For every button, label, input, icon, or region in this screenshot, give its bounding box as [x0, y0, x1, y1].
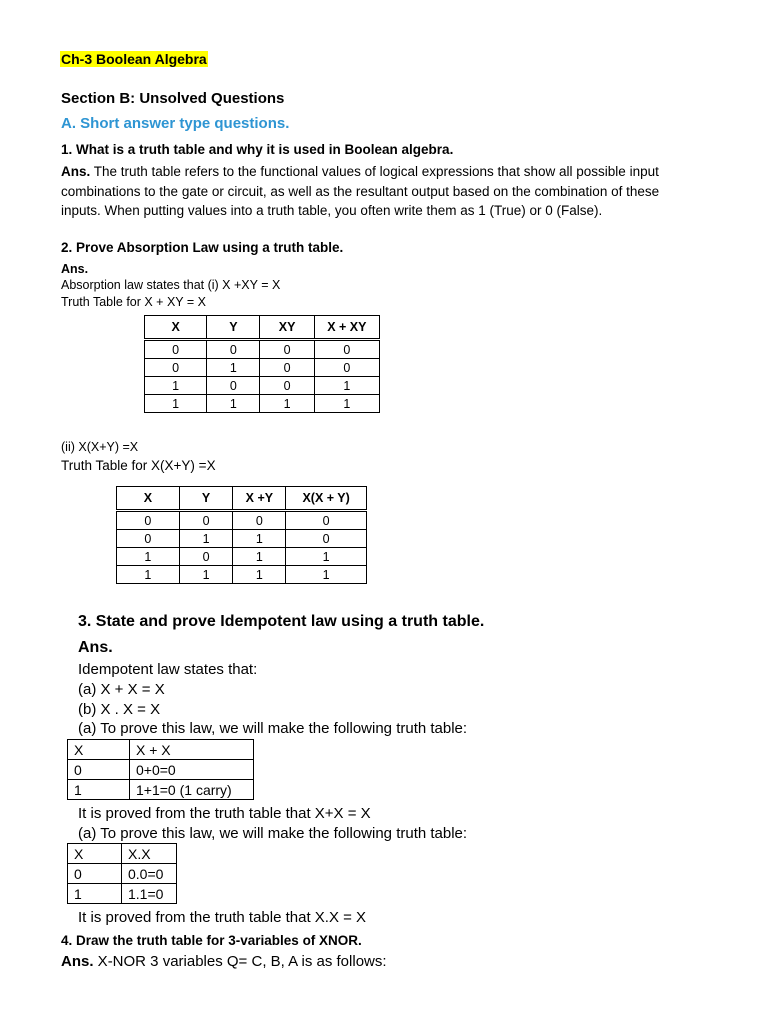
header-cell: X: [68, 740, 130, 760]
table-cell: 0: [286, 530, 367, 548]
table-cell: 0: [68, 760, 130, 780]
table-cell: 1: [145, 395, 207, 413]
table-cell: 1: [207, 359, 260, 377]
header-cell: Y: [179, 487, 233, 511]
question-2: 2. Prove Absorption Law using a truth table.: [61, 240, 344, 255]
table-cell: 0: [260, 359, 314, 377]
header-cell: X +Y: [233, 487, 286, 511]
table-cell: 1: [117, 548, 180, 566]
proved-a-text: It is proved from the truth table that X+X = X: [78, 805, 371, 822]
table-row: [68, 864, 177, 884]
table-cell: 0: [314, 359, 379, 377]
table-cell: 0: [260, 377, 314, 395]
header-cell: X + XY: [314, 316, 379, 340]
answer-3-label: Ans.: [78, 639, 113, 656]
table-row: [117, 548, 367, 566]
section-title: Section B: Unsolved Questions: [61, 90, 285, 107]
idempotent-law-a: (a) X + X = X: [78, 681, 165, 698]
table-header-row: [117, 487, 367, 511]
question-1: 1. What is a truth table and why it is used in Boolean algebra.: [61, 142, 454, 157]
answer-2-label: Ans.: [61, 262, 89, 276]
table-cell: 0.0=0: [122, 864, 177, 884]
idempotent-table-b: [67, 843, 177, 904]
table-cell: 1: [286, 548, 367, 566]
table-cell: 1: [233, 566, 286, 584]
idempotent-table-a: [67, 739, 254, 800]
answer-4-text: X-NOR 3 variables Q= C, B, A is as follows:: [93, 953, 387, 970]
subsection-title: A. Short answer type questions.: [61, 115, 290, 132]
header-cell: X(X + Y): [286, 487, 367, 511]
header-cell: Y: [207, 316, 260, 340]
header-cell: XY: [260, 316, 314, 340]
table-cell: 0: [145, 359, 207, 377]
table-cell: 1: [314, 395, 379, 413]
table-cell: 0+0=0: [130, 760, 254, 780]
table-cell: 1: [68, 884, 122, 904]
table-row: [145, 395, 380, 413]
table-cell: 0: [207, 377, 260, 395]
answer-1-label: Ans.: [61, 164, 91, 179]
table-cell: 0: [145, 340, 207, 359]
table-row: [117, 566, 367, 584]
table-cell: 1: [233, 548, 286, 566]
table-row: [145, 377, 380, 395]
table-cell: 1: [314, 377, 379, 395]
header-cell: X + X: [130, 740, 254, 760]
table-cell: 0: [207, 340, 260, 359]
table-cell: 0: [286, 511, 367, 530]
header-cell: X.X: [122, 844, 177, 864]
table-header-row: [145, 316, 380, 340]
table-header-row: [68, 740, 254, 760]
table-cell: 0: [179, 548, 233, 566]
table1-caption: Truth Table for X + XY = X: [61, 295, 206, 309]
table-cell: 0: [117, 511, 180, 530]
absorption-part-2: (ii) X(X+Y) =X: [61, 440, 139, 454]
answer-1-text: The truth table refers to the functional values of logical expressions that show all possible input combinations to the gate or circuit, as well as the resultant output based on the combination of these inputs. When putting values into a truth table, you often write them as 1 (True) or 0 (False).: [61, 164, 660, 218]
prove-b-text: (a) To prove this law, we will make the following truth table:: [78, 825, 468, 842]
table-row: [117, 511, 367, 530]
chapter-title: Ch-3 Boolean Algebra: [61, 51, 207, 67]
table-cell: 1: [68, 780, 130, 800]
table-cell: 0: [179, 511, 233, 530]
table-cell: 1: [117, 566, 180, 584]
table-cell: 1: [207, 395, 260, 413]
table-cell: 1: [145, 377, 207, 395]
table-cell: 0: [260, 340, 314, 359]
table-cell: 1: [233, 530, 286, 548]
table-row: [68, 884, 177, 904]
table-cell: 1+1=0 (1 carry): [130, 780, 254, 800]
absorption-statement: Absorption law states that (i) X +XY = X: [61, 278, 281, 292]
header-cell: X: [68, 844, 122, 864]
proved-b-text: It is proved from the truth table that X.X = X: [78, 909, 367, 926]
answer-4-label: Ans.: [61, 953, 94, 970]
table-header-row: [68, 844, 177, 864]
table-row: [68, 780, 254, 800]
table-cell: 0: [314, 340, 379, 359]
idempotent-law-b: (b) X . X = X: [78, 701, 161, 718]
idempotent-statement: Idempotent law states that:: [78, 661, 258, 678]
table-cell: 0: [68, 864, 122, 884]
header-cell: X: [145, 316, 207, 340]
table-row: [117, 530, 367, 548]
question-3: 3. State and prove Idempotent law using a truth table.: [78, 613, 485, 630]
question-4: 4. Draw the truth table for 3-variables of XNOR.: [61, 933, 362, 948]
table-row: [68, 760, 254, 780]
absorption-table-1: [144, 315, 380, 413]
table-cell: 1.1=0: [122, 884, 177, 904]
table-cell: 1: [179, 566, 233, 584]
table-cell: 0: [117, 530, 180, 548]
answer-4: [61, 953, 387, 970]
prove-a-text: (a) To prove this law, we will make the following truth table:: [78, 720, 468, 737]
table-cell: 0: [233, 511, 286, 530]
table-cell: 1: [286, 566, 367, 584]
table-row: [145, 340, 380, 359]
table-cell: 1: [260, 395, 314, 413]
absorption-table-2: [116, 486, 367, 584]
answer-1: [61, 162, 671, 221]
table-cell: 1: [179, 530, 233, 548]
header-cell: X: [117, 487, 180, 511]
table-row: [145, 359, 380, 377]
table2-caption: Truth Table for X(X+Y) =X: [61, 458, 216, 473]
